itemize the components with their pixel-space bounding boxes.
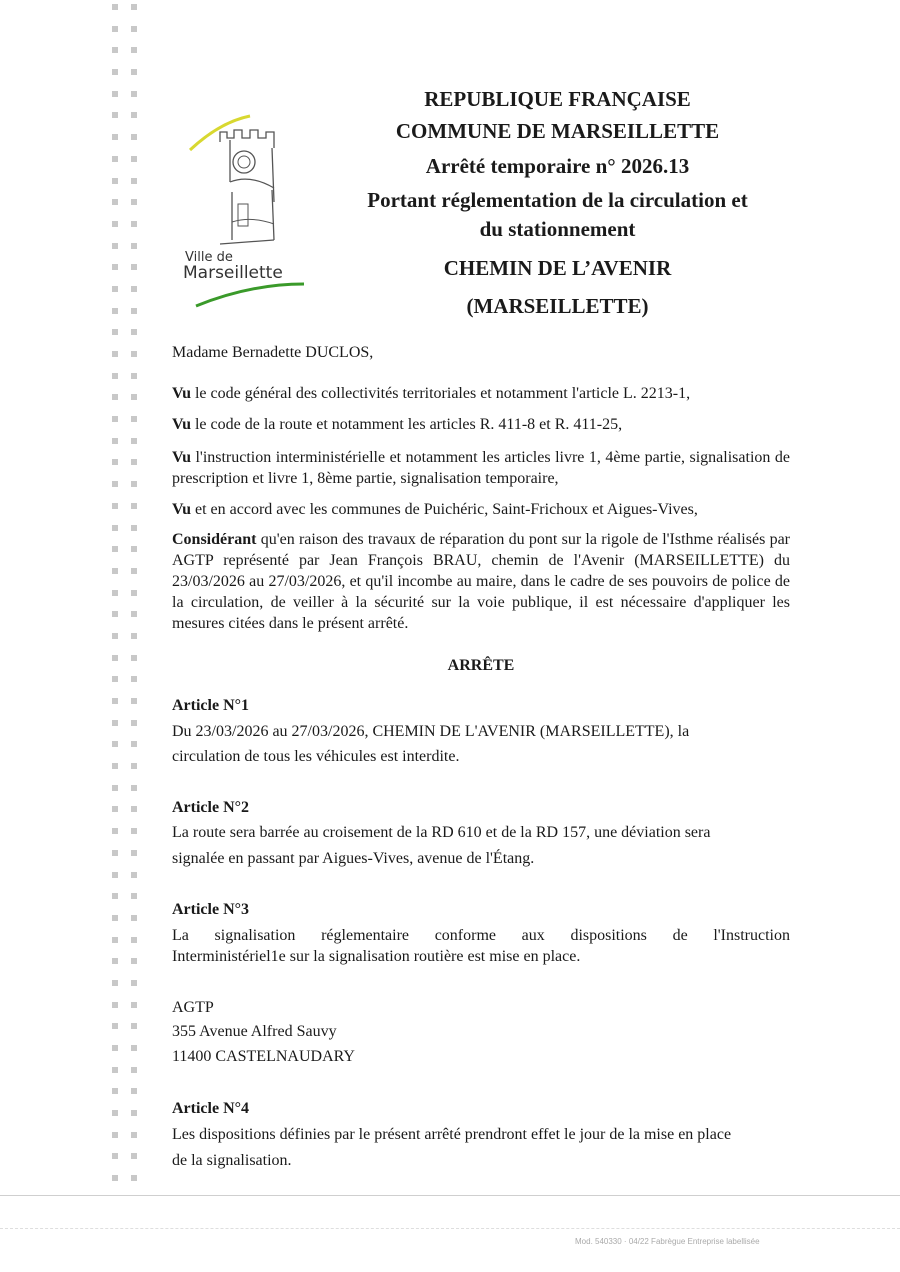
margin-dot [131,1045,137,1051]
margin-dot-row [112,633,142,655]
article-4-title: Article N°4 [172,1100,250,1117]
margin-dot [112,438,118,444]
header-arrete-number: Arrêté temporaire n° 2026.13 [425,154,690,178]
considerant-label: Considérant [172,531,257,548]
address-street: 355 Avenue Alfred Sauvy [172,1023,337,1040]
vu-text: le code de la route et notamment les articles R. 411-8 et R. 411-25, [190,416,623,433]
vu-label: Vu [172,385,191,402]
margin-dot-row [112,91,142,113]
margin-dot [131,1110,137,1116]
margin-dot [112,1045,118,1051]
margin-dot-row [112,806,142,828]
margin-dot-row [112,546,142,568]
arrete-title: ARRÊTE [447,657,515,674]
margin-dot-row [112,1175,142,1197]
margin-dot [131,308,137,314]
vu-paragraph-1 [172,383,790,404]
vu-paragraph-3 [172,447,790,489]
margin-dot-row [112,915,142,937]
margin-dot [131,459,137,465]
margin-dot-row [112,134,142,156]
margin-dot [131,1175,137,1181]
vu-text: l'instruction interministérielle et notamment les articles livre 1, 4ème partie, signalisation de prescription et livre 1, 8ème partie, signalisation temporaire, [172,449,790,487]
margin-dot [112,351,118,357]
margin-dot [112,958,118,964]
margin-dot-row [112,937,142,959]
margin-dot [112,308,118,314]
margin-dot-row [112,1132,142,1154]
margin-dot-row [112,590,142,612]
margin-dot [112,1067,118,1073]
vu-label: Vu [172,501,191,518]
margin-dot [131,850,137,856]
margin-dot [131,915,137,921]
considerant-text: qu'en raison des travaux de réparation du pont sur la rigole de l'Isthme réalisés par AGTP représenté par Jean François BRAU, chemin de l'Avenir (MARSEILLETTE) du 23/03/2026 au 27/03/2026, et qu'il incombe au maire, dans le cadre de ses pouvoirs de police de la circulation, de veiller à la sécurité sur la voie publique, il est nécessaire d'appliquer les mesures citées dans le présent arrêté. [172,531,790,632]
margin-dot [112,1132,118,1138]
margin-dot [112,893,118,899]
margin-dot [131,221,137,227]
address-city: 11400 CASTELNAUDARY [172,1048,355,1065]
margin-dot-row [112,568,142,590]
margin-dot-row [112,741,142,763]
article-2-line2: signalée en passant par Aigues-Vives, avenue de l'Étang. [172,850,535,867]
margin-dot [131,112,137,118]
margin-dot [131,178,137,184]
article-3-title: Article N°3 [172,901,250,918]
margin-dot [131,47,137,53]
article-1-title: Article N°1 [172,697,250,714]
margin-dot [112,611,118,617]
margin-dot-row [112,112,142,134]
margin-dot [131,546,137,552]
header-subject-line1: Portant réglementation de la circulation et [367,188,748,212]
margin-dot [112,828,118,834]
margin-dot [112,1110,118,1116]
margin-dot [112,47,118,53]
margin-dot-row [112,1088,142,1110]
article-4-line2: de la signalisation. [172,1152,292,1169]
margin-dot [131,134,137,140]
margin-dot-row [112,720,142,742]
margin-dot [131,416,137,422]
margin-dot [112,698,118,704]
margin-dot [112,720,118,726]
margin-dot [131,937,137,943]
margin-dot-row [112,243,142,265]
margin-dot [112,394,118,400]
margin-dot [112,785,118,791]
margin-dot-row [112,308,142,330]
margin-dot-row [112,1045,142,1067]
margin-dot [112,1002,118,1008]
article-3-line2: Interministériel1e sur la signalisation routière est mise en place. [172,948,581,965]
margin-dot [112,1175,118,1181]
margin-dot-row [112,980,142,1002]
margin-dot [131,243,137,249]
margin-dot [112,850,118,856]
margin-dot [131,264,137,270]
margin-dot [131,69,137,75]
footer-divider [0,1195,900,1196]
margin-dot [112,590,118,596]
margin-dot [112,503,118,509]
logo-text-ville: Ville de [185,250,233,265]
margin-dot-row [112,178,142,200]
margin-dot [131,611,137,617]
margin-dot [131,1153,137,1159]
margin-dot [112,286,118,292]
margin-dot-row [112,264,142,286]
margin-dot [112,4,118,10]
margin-dot [131,503,137,509]
margin-dot-row [112,47,142,69]
article-1-line1: Du 23/03/2026 au 27/03/2026, CHEMIN DE L'AVENIR (MARSEILLETTE), la [172,723,690,740]
margin-dot [131,741,137,747]
margin-dot-row [112,828,142,850]
footer-print-mark: Mod. 540330 · 04/22 Fabrègue Entreprise labellisée [575,1237,760,1246]
margin-dot-row [112,286,142,308]
margin-dot-row [112,69,142,91]
margin-dot [131,958,137,964]
margin-dot [131,633,137,639]
vu-label: Vu [172,449,191,466]
margin-dot [131,1088,137,1094]
margin-dot [131,351,137,357]
margin-dot [112,373,118,379]
margin-dot-row [112,785,142,807]
margin-dot [131,394,137,400]
margin-dot-row [112,221,142,243]
margin-dot [112,329,118,335]
margin-dot-row [112,329,142,351]
signatory: Madame Bernadette DUCLOS, [172,344,374,361]
margin-dot-row [112,481,142,503]
margin-dot-row [112,1002,142,1024]
header-republique: REPUBLIQUE FRANÇAISE [424,87,691,111]
margin-dot [131,893,137,899]
margin-dot [112,1023,118,1029]
margin-dot [112,416,118,422]
margin-dot [131,156,137,162]
margin-dot [131,806,137,812]
margin-dot [131,91,137,97]
logo-text-marseillette: Marseillette [183,263,283,283]
margin-dot [112,525,118,531]
margin-dot-row [112,1110,142,1132]
margin-dot [131,329,137,335]
margin-dot-row [112,503,142,525]
margin-dots [112,4,142,1197]
margin-dot-row [112,698,142,720]
margin-dot [131,785,137,791]
margin-dot [131,828,137,834]
margin-dot [131,26,137,32]
margin-dot [112,568,118,574]
margin-dot [112,1153,118,1159]
address-name: AGTP [172,999,214,1016]
margin-dot-row [112,525,142,547]
margin-dot [112,69,118,75]
margin-dot [112,1088,118,1094]
margin-dot [112,156,118,162]
margin-dot-row [112,958,142,980]
margin-dot [112,481,118,487]
margin-dot-row [112,893,142,915]
margin-dot [131,763,137,769]
margin-dot-row [112,438,142,460]
margin-dot-row [112,156,142,178]
margin-dot [131,1002,137,1008]
vu-label: Vu [172,416,191,433]
margin-dot-row [112,394,142,416]
margin-dot [131,980,137,986]
article-2-line1: La route sera barrée au croisement de la RD 610 et de la RD 157, une déviation sera [172,824,711,841]
margin-dot-row [112,1023,142,1045]
margin-dot [131,655,137,661]
margin-dot [112,134,118,140]
margin-dot [131,438,137,444]
margin-dot [112,546,118,552]
margin-dot [131,525,137,531]
margin-dot [131,872,137,878]
margin-dot [112,178,118,184]
margin-dot [112,937,118,943]
margin-dot-row [112,676,142,698]
margin-dot-row [112,611,142,633]
margin-dot [131,698,137,704]
header-subject-line2: du stationnement [479,217,636,241]
margin-dot-row [112,872,142,894]
footer-dashed-line [0,1228,900,1229]
margin-dot-row [112,459,142,481]
margin-dot [112,806,118,812]
article-3-line1: La signalisation réglementaire conforme aux dispositions de l'Instruction [172,927,790,944]
margin-dot-row [112,763,142,785]
header-location: CHEMIN DE L’AVENIR [443,256,672,280]
margin-dot [112,221,118,227]
margin-dot [112,91,118,97]
margin-dot [112,980,118,986]
margin-dot [112,655,118,661]
margin-dot [112,112,118,118]
margin-dot [112,459,118,465]
margin-dot [112,763,118,769]
margin-dot-row [112,1153,142,1175]
vu-paragraph-2 [172,414,790,435]
margin-dot [131,199,137,205]
margin-dot [112,264,118,270]
margin-dot [112,872,118,878]
vu-text: et en accord avec les communes de Puichéric, Saint-Frichoux et Aigues-Vives, [190,501,698,518]
article-2-title: Article N°2 [172,799,250,816]
margin-dot [131,1067,137,1073]
vu-text: le code général des collectivités territoriales et notamment l'article L. 2213-1, [190,385,691,402]
margin-dot [112,915,118,921]
vu-paragraph-4 [172,499,790,520]
margin-dot [112,676,118,682]
margin-dot [131,286,137,292]
margin-dot-row [112,199,142,221]
margin-dot [112,243,118,249]
margin-dot [112,26,118,32]
considerant-paragraph [172,529,790,634]
margin-dot-row [112,850,142,872]
margin-dot [131,568,137,574]
margin-dot [131,720,137,726]
margin-dot-row [112,373,142,395]
header-commune: COMMUNE DE MARSEILLETTE [395,119,720,143]
margin-dot-row [112,416,142,438]
margin-dot [131,373,137,379]
margin-dot [112,633,118,639]
article-1-line2: circulation de tous les véhicules est interdite. [172,748,460,765]
margin-dot [112,741,118,747]
margin-dot-row [112,351,142,373]
header-location-town: (MARSEILLETTE) [466,294,649,318]
margin-dot-row [112,4,142,26]
margin-dot-row [112,655,142,677]
margin-dot [131,1132,137,1138]
margin-dot [131,1023,137,1029]
article-4-line1: Les dispositions définies par le présent arrêté prendront effet le jour de la mise en place [172,1126,732,1143]
margin-dot [131,481,137,487]
margin-dot [131,676,137,682]
margin-dot [131,590,137,596]
margin-dot-row [112,1067,142,1089]
margin-dot-row [112,26,142,48]
margin-dot [131,4,137,10]
margin-dot [112,199,118,205]
